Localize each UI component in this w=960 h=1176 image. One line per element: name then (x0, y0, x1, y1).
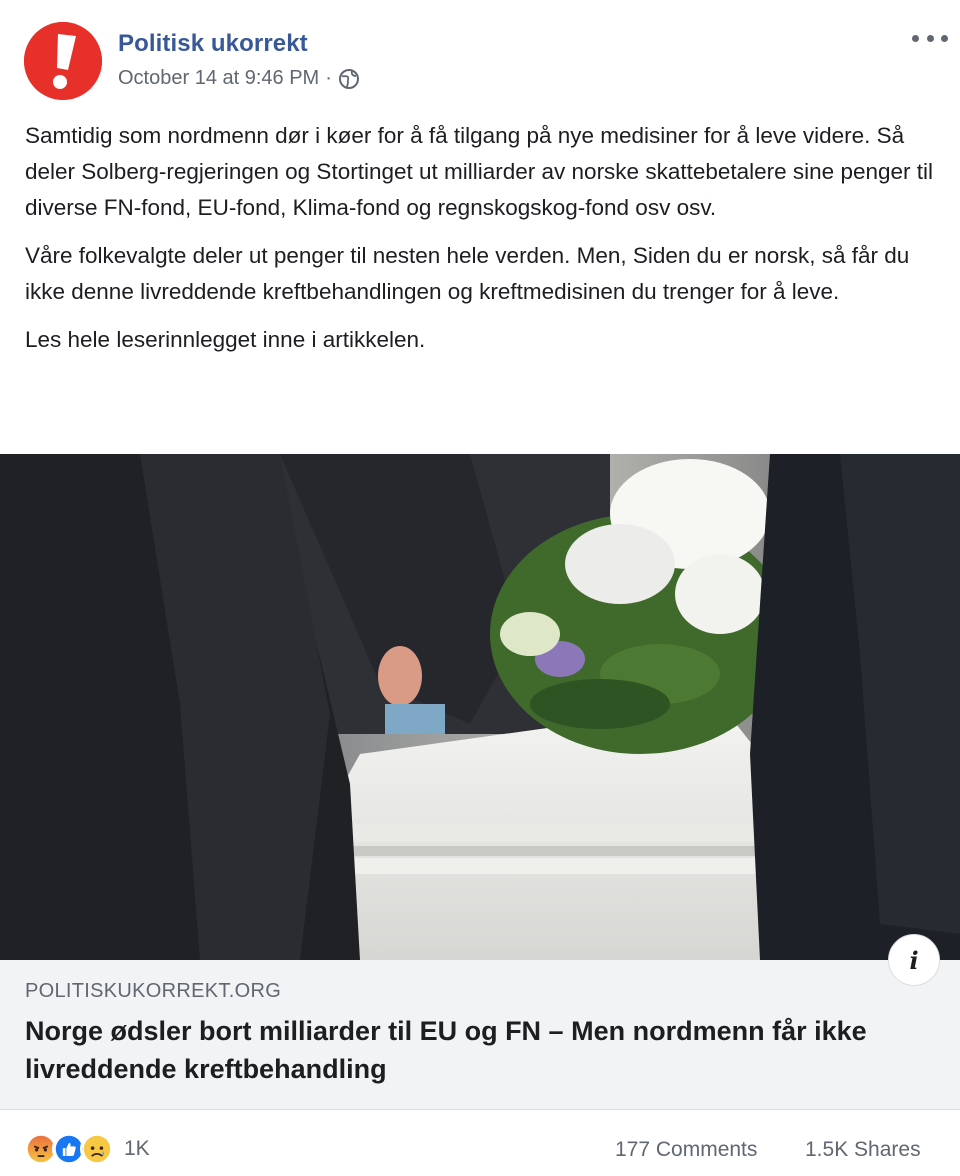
link-domain: POLITISKUKORREKT.ORG (25, 980, 282, 1002)
link-preview-image[interactable] (0, 454, 960, 960)
post-paragraph: Les hele leserinnlegget inne i artikkelen. (25, 327, 426, 352)
post-footer (0, 1110, 960, 1176)
link-title[interactable]: Norge ødsler bort milliarder til EU og FN – Men nordmenn får ikke livreddende kreftbehandling (25, 1016, 867, 1084)
sad-reaction-icon (80, 1132, 114, 1166)
meta-separator: · (325, 67, 332, 89)
post-body (25, 118, 940, 370)
shares-link[interactable]: 1.5K Shares (805, 1138, 921, 1161)
exclamation-logo-icon (24, 22, 102, 100)
link-preview-card[interactable] (0, 945, 960, 1110)
post-paragraph: Samtidig som nordmenn dør i køer for å få tilgang på nye medisiner for å leve videre. Så deler Solberg-regjeringen og Stortinget ut milliarder av norske skattebetalere sine penger til diverse FN-fond, EU-fond, Klima-fond og regnskogskog-fond osv osv. (25, 123, 933, 220)
post-meta (118, 67, 360, 90)
page-avatar[interactable] (24, 22, 102, 100)
dot (927, 35, 934, 42)
dot (941, 35, 948, 42)
info-icon[interactable]: i (888, 934, 940, 986)
post-timestamp[interactable]: October 14 at 9:46 PM (118, 67, 320, 89)
page-name-link[interactable]: Politisk ukorrekt (118, 30, 308, 57)
globe-icon[interactable] (338, 68, 360, 90)
dot (912, 35, 919, 42)
reactions-summary[interactable] (24, 1132, 150, 1166)
more-options-icon[interactable] (912, 28, 948, 48)
funeral-casket-image (0, 454, 960, 960)
post-paragraph: Våre folkevalgte deler ut penger til nesten hele verden. Men, Siden du er norsk, så får du ikke denne livreddende kreftbehandlingen og kreftmedisinen du trenger for å leve. (25, 243, 910, 304)
comments-link[interactable]: 177 Comments (615, 1138, 758, 1161)
reaction-count[interactable]: 1K (124, 1137, 150, 1160)
